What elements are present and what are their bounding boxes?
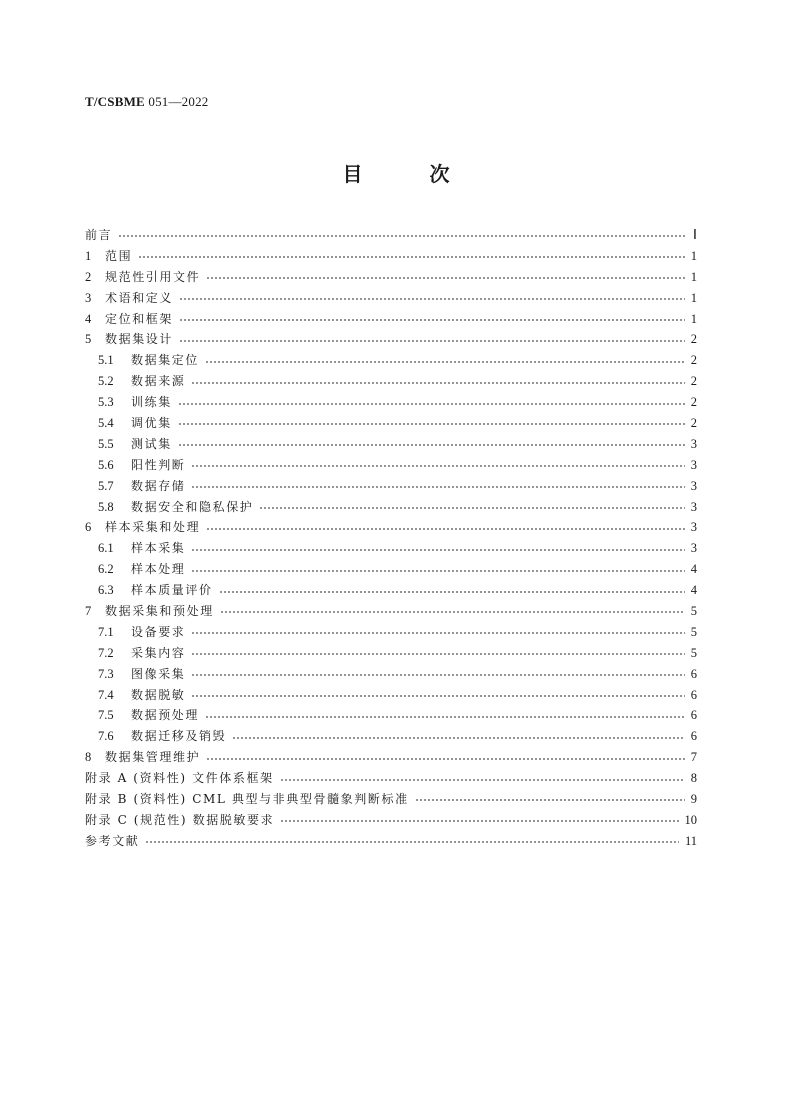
dot-leader [191,570,684,572]
toc-entry-label: 数据来源 [131,374,186,389]
dot-leader [191,549,684,551]
dot-leader [259,507,684,509]
toc-entry-page: 4 [690,583,697,598]
toc-entry-number: 5.5 [98,436,114,451]
toc-entry-number: 5 [85,332,92,347]
dot-leader [415,799,685,801]
toc-entry-label: 附录 A (资料性) 文件体系框架 [85,771,274,786]
toc-entry[interactable] [85,810,697,831]
toc-entry-label: 范围 [105,248,133,263]
toc-entry-number: 4 [85,311,92,326]
toc-entry-number: 3 [85,290,92,305]
toc-entry[interactable] [85,350,697,371]
toc-entry[interactable] [85,705,697,726]
toc-entry-number: 7.2 [98,645,114,660]
toc-entry-label: 术语和定义 [105,290,174,305]
dot-leader [191,695,684,697]
toc-entry[interactable] [85,768,697,789]
toc-entry-label: 设备要求 [131,624,186,639]
dot-leader [145,841,679,843]
toc-entry[interactable] [85,413,697,434]
toc-entry-number: 5.3 [98,395,114,410]
toc-entry-page: 5 [690,604,697,619]
toc-entry-number: 7.6 [98,729,114,744]
toc-entry-number: 7.3 [98,666,114,681]
toc-entry[interactable] [85,267,697,288]
dot-leader [178,444,685,446]
toc-entry[interactable] [85,726,697,747]
toc-entry-label: 样本采集和处理 [105,520,201,535]
toc-entry-label: 参考文献 [85,833,140,848]
dot-leader [178,403,685,405]
toc-entry-label: 数据预处理 [131,708,200,723]
toc-entry-page: 7 [690,750,697,765]
toc-entry-label: 样本质量评价 [131,583,213,598]
toc-entry-number: 5.4 [98,416,114,431]
toc-entry-page: 5 [690,645,697,660]
document-code [85,94,208,110]
toc-entry[interactable] [85,371,697,392]
toc-entry-page: 3 [690,457,697,472]
toc-entry-page: 6 [690,687,697,702]
toc-entry-label: 数据安全和隐私保护 [131,499,254,514]
toc-entry-page: 10 [684,812,697,827]
toc-entry[interactable] [85,643,697,664]
standard-prefix: T/CSBME [85,94,145,109]
toc-entry-page: 3 [690,436,697,451]
dot-leader [191,632,684,634]
toc-entry-page: 6 [690,666,697,681]
toc-entry-label: 调优集 [131,416,172,431]
toc-entry[interactable] [85,831,697,852]
toc-entry-label: 数据脱敏 [131,687,186,702]
toc-entry-page: 2 [690,353,697,368]
toc-entry-number: 5.1 [98,353,114,368]
toc-entry-page: 2 [690,395,697,410]
toc-entry-label: 图像采集 [131,666,186,681]
toc-entry-number: 5.8 [98,499,114,514]
dot-leader [179,319,685,321]
toc-entry-label: 数据采集和预处理 [105,604,214,619]
toc-entry-number: 5.6 [98,457,114,472]
toc-entry-label: 定位和框架 [105,311,174,326]
toc-entry-number: 6 [85,520,92,535]
toc-entry-page: 5 [690,624,697,639]
toc-entry-label: 样本处理 [131,562,186,577]
toc-entry-page: 6 [690,708,697,723]
toc-entry[interactable] [85,601,697,622]
toc-entry-number: 6.2 [98,562,114,577]
dot-leader [205,361,685,363]
toc-entry[interactable] [85,246,697,267]
toc-entry-page: 1 [690,290,697,305]
toc-entry-page: 3 [690,541,697,556]
toc-entry-page: 1 [690,248,697,263]
toc-entry-page: Ⅰ [692,228,697,243]
toc-entry-page: 8 [690,771,697,786]
toc-entry-label: 数据存储 [131,478,186,493]
toc-entry-label: 采集内容 [131,645,186,660]
toc-entry-number: 7 [85,604,92,619]
toc-entry-number: 7.4 [98,687,114,702]
toc-entry-label: 样本采集 [131,541,186,556]
toc-entry-page: 4 [690,562,697,577]
toc-entry[interactable] [85,476,697,497]
toc-entry[interactable] [85,517,697,538]
toc-entry[interactable] [85,392,697,413]
toc-entry[interactable] [85,747,697,768]
toc-entry[interactable] [85,329,697,350]
toc-entry-number: 8 [85,750,92,765]
dot-leader [191,674,684,676]
dot-leader [191,382,684,384]
dot-leader [206,277,685,279]
dot-leader [280,779,685,781]
toc-entry-page: 3 [690,478,697,493]
toc-entry-label: 数据集设计 [105,332,174,347]
dot-leader [280,820,678,822]
toc-entry-label: 测试集 [131,436,172,451]
toc-entry[interactable] [85,580,697,601]
toc-entry-label: 阳性判断 [131,457,186,472]
toc-entry-number: 5.7 [98,478,114,493]
page-title: 目 次 [342,162,480,186]
dot-leader [191,465,684,467]
toc-entry[interactable] [85,622,697,643]
toc-entry-page: 6 [690,729,697,744]
dot-leader [118,235,685,237]
toc-entry-number: 6.1 [98,541,114,556]
toc-entry-label: 数据集定位 [131,353,200,368]
toc-entry[interactable] [85,538,697,559]
toc-entry[interactable] [85,685,697,706]
dot-leader [206,528,685,530]
toc-entry-label: 训练集 [131,395,172,410]
toc-entry-number: 2 [85,269,92,284]
toc-entry[interactable] [85,497,697,518]
toc-entry-page: 2 [690,416,697,431]
dot-leader [179,340,685,342]
toc-entry-page: 1 [690,269,697,284]
toc-entry-number: 7.1 [98,624,114,639]
toc-entry[interactable] [85,288,697,309]
dot-leader [206,758,685,760]
standard-number: 051—2022 [148,94,209,109]
toc-entry-page: 9 [690,792,697,807]
toc-entry-page: 1 [690,311,697,326]
dot-leader [179,298,685,300]
dot-leader [138,256,685,258]
toc-entry[interactable] [85,559,697,580]
toc-entry-number: 1 [85,248,92,263]
toc-entry-page: 11 [684,833,697,848]
dot-leader [219,591,685,593]
dot-leader [205,716,685,718]
toc-entry-number: 5.2 [98,374,114,389]
toc-entry-page: 3 [690,520,697,535]
toc-entry-label: 数据迁移及销毁 [131,729,227,744]
toc-entry[interactable] [85,664,697,685]
dot-leader [191,653,684,655]
dot-leader [220,611,685,613]
toc-entry-page: 3 [690,499,697,514]
toc-entry[interactable] [85,789,697,810]
dot-leader [232,737,685,739]
dot-leader [178,423,685,425]
toc-entry[interactable] [85,309,697,330]
dot-leader [191,486,684,488]
toc-entry-page: 2 [690,332,697,347]
toc-entry[interactable] [85,455,697,476]
toc-entry-label: 规范性引用文件 [105,269,201,284]
toc-entry-number: 7.5 [98,708,114,723]
toc-entry-label: 数据集管理维护 [105,750,201,765]
toc-entry-label: 附录 C (规范性) 数据脱敏要求 [85,812,275,827]
toc-entry-page: 2 [690,374,697,389]
toc-entry-label: 附录 B (资料性) CML 典型与非典型骨髓象判断标准 [85,792,409,807]
toc-entry-number: 6.3 [98,583,114,598]
toc-entry-label: 前言 [85,228,113,242]
table-of-contents [85,225,697,852]
toc-entry[interactable] [85,434,697,455]
toc-entry[interactable] [85,225,697,246]
